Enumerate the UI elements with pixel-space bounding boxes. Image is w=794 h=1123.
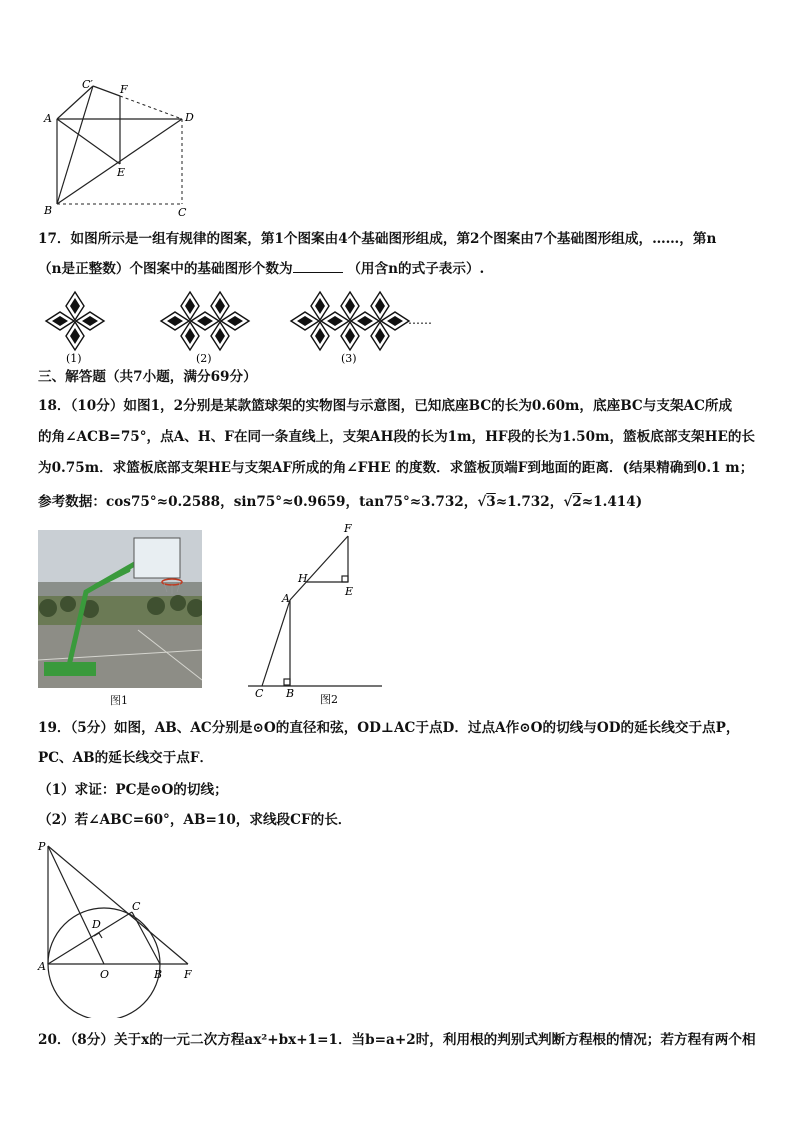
q19-part-1: （1）求证：PC是⊙O的切线；	[38, 782, 228, 798]
section-heading: 三、解答题（共7小题，满分69分）	[38, 369, 257, 385]
q18-line-4: 参考数据：cos75°≈0.2588，sin75°≈0.9659，tan75°≈3.732，√3≈1.732，√2≈1.414)	[38, 494, 643, 510]
label-a: A	[282, 592, 290, 605]
q18-schematic-figure	[240, 520, 390, 710]
pattern-ellipsis: ……	[408, 313, 432, 327]
label-d: D	[92, 918, 101, 931]
answer-blank[interactable]	[293, 260, 343, 273]
sqrt-2: 2	[572, 494, 582, 510]
label-c: C	[255, 687, 264, 700]
fig2-caption: 图2	[320, 693, 338, 706]
label-f: F	[344, 522, 352, 535]
q17-line-2: （n是正整数）个图案中的基础图形个数为 （用含n的式子表示）.	[38, 261, 485, 277]
q20-line-1: 20．（8分）关于x的一元二次方程ax²+bx+1=1．当b=a+2时，利用根的判别式判断方程根的情况；若方程有两个相	[38, 1032, 756, 1048]
q19-line-2: PC、AB的延长线交于点F．	[38, 750, 214, 766]
q17-pattern-figure	[38, 288, 458, 368]
pattern-3	[291, 292, 409, 350]
label-f: F	[120, 83, 128, 96]
basketball-stand-photo	[38, 530, 202, 688]
q18-line-1: 18．（10分）如图1，2分别是某款篮球架的实物图与示意图，已知底座BC的长为0.60m，底座BC与支架AC所成	[38, 398, 733, 414]
label-c-prime: C′	[82, 78, 93, 91]
label-b: B	[286, 687, 295, 700]
q19-part-2: （2）若∠ABC=60°，AB=10，求线段CF的长．	[38, 812, 352, 828]
label-c: C	[178, 206, 187, 219]
q16-geometry-figure	[38, 76, 208, 222]
label-d: D	[185, 111, 194, 124]
label-e: E	[345, 585, 354, 598]
pattern-caption-2: (2)	[196, 352, 212, 365]
pattern-1	[46, 292, 104, 350]
label-c: C	[132, 900, 141, 913]
label-o: O	[100, 968, 110, 981]
pattern-2	[161, 292, 249, 350]
label-p: P	[38, 840, 46, 853]
fig1-caption: 图1	[110, 694, 128, 707]
q18-line-2: 的角∠ACB=75°，点A、H、F在同一条直线上，支架AH段的长为1m，HF段的长为1.50m，篮板底部支架HE的长	[38, 429, 756, 445]
label-b: B	[44, 204, 53, 217]
pattern-caption-3: (3)	[341, 352, 357, 365]
sqrt-3: 3	[486, 494, 496, 510]
q19-circle-figure	[34, 838, 204, 1018]
label-a: A	[38, 960, 46, 973]
label-e: E	[117, 166, 126, 179]
label-b: B	[154, 968, 163, 981]
label-h: H	[298, 572, 308, 585]
q17-line-1: 17．如图所示是一组有规律的图案，第1个图案由4个基础图形组成，第2个图案由7个基础图形组成，……，第n	[38, 231, 717, 247]
pattern-caption-1: (1)	[66, 352, 82, 365]
label-a: A	[44, 112, 52, 125]
q19-line-1: 19．（5分）如图，AB、AC分别是⊙O的直径和弦，OD⊥AC于点D．过点A作⊙O的切线与OD的延长线交于点P，	[38, 720, 740, 736]
label-f: F	[184, 968, 192, 981]
q18-line-3: 为0.75m．求篮板底部支架HE与支架AF所成的角∠FHE 的度数．求篮板顶端F到地面的距离．(结果精确到0.1 m；	[38, 460, 754, 476]
